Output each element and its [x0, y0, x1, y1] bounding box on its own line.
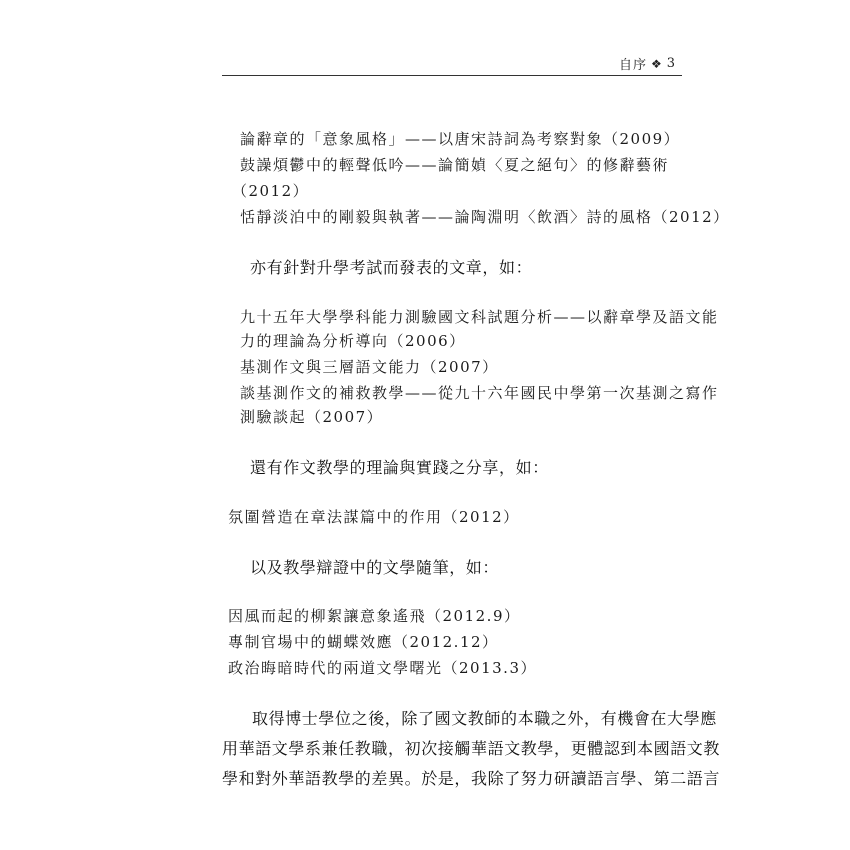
list4-item-3: 政治晦暗時代的兩道文學曙光（2013.3） — [228, 659, 537, 677]
list2-item-3-cont: 測驗談起（2007） — [240, 408, 384, 426]
page-number: 3 — [666, 56, 676, 71]
intro-paragraph-2: 亦有針對升學考試而發表的文章，如： — [250, 258, 533, 277]
closing-line-2: 用華語文學系兼任教職，初次接觸華語文教學，更體認到本國語文教 — [222, 739, 721, 758]
ornament-icon: ❖ — [650, 56, 663, 71]
list1-item-1: 論辭章的「意象風格」——以唐宋詩詞為考察對象（2009） — [240, 130, 681, 148]
running-header — [222, 52, 682, 76]
list2-item-2: 基測作文與三層語文能力（2007） — [240, 358, 499, 376]
list1-item-2-cont: （2012） — [232, 182, 310, 200]
header-text — [619, 54, 676, 73]
list2-item-3: 談基測作文的補救教學——從九十六年國民中學第一次基測之寫作 — [240, 384, 719, 402]
list3-item-1: 氛圍營造在章法謀篇中的作用（2012） — [228, 508, 520, 526]
intro-paragraph-4: 以及教學辯證中的文學隨筆，如： — [250, 558, 500, 577]
list2-item-1: 九十五年大學學科能力測驗國文科試題分析——以辭章學及語文能 — [240, 308, 719, 326]
intro-paragraph-3: 還有作文教學的理論與實踐之分享，如： — [250, 458, 549, 477]
closing-line-1: 取得博士學位之後，除了國文教師的本職之外，有機會在大學應 — [252, 709, 717, 728]
list1-item-3: 恬靜淡泊中的剛毅與執著——論陶淵明〈飲酒〉詩的風格（2012） — [240, 208, 730, 226]
closing-line-3: 學和對外華語教學的差異。於是，我除了努力研讀語言學、第二語言 — [222, 769, 721, 788]
list1-item-2: 鼓譟煩鬱中的輕聲低吟——論簡媜〈夏之絕句〉的修辭藝術 — [240, 156, 670, 174]
list2-item-1-cont: 力的理論為分析導向（2006） — [240, 332, 466, 350]
header-rule — [222, 75, 682, 76]
list4-item-1: 因風而起的柳絮讓意象遙飛（2012.9） — [228, 607, 521, 625]
list4-item-2: 專制官場中的蝴蝶效應（2012.12） — [228, 633, 499, 651]
header-title: 自序 — [618, 58, 647, 73]
